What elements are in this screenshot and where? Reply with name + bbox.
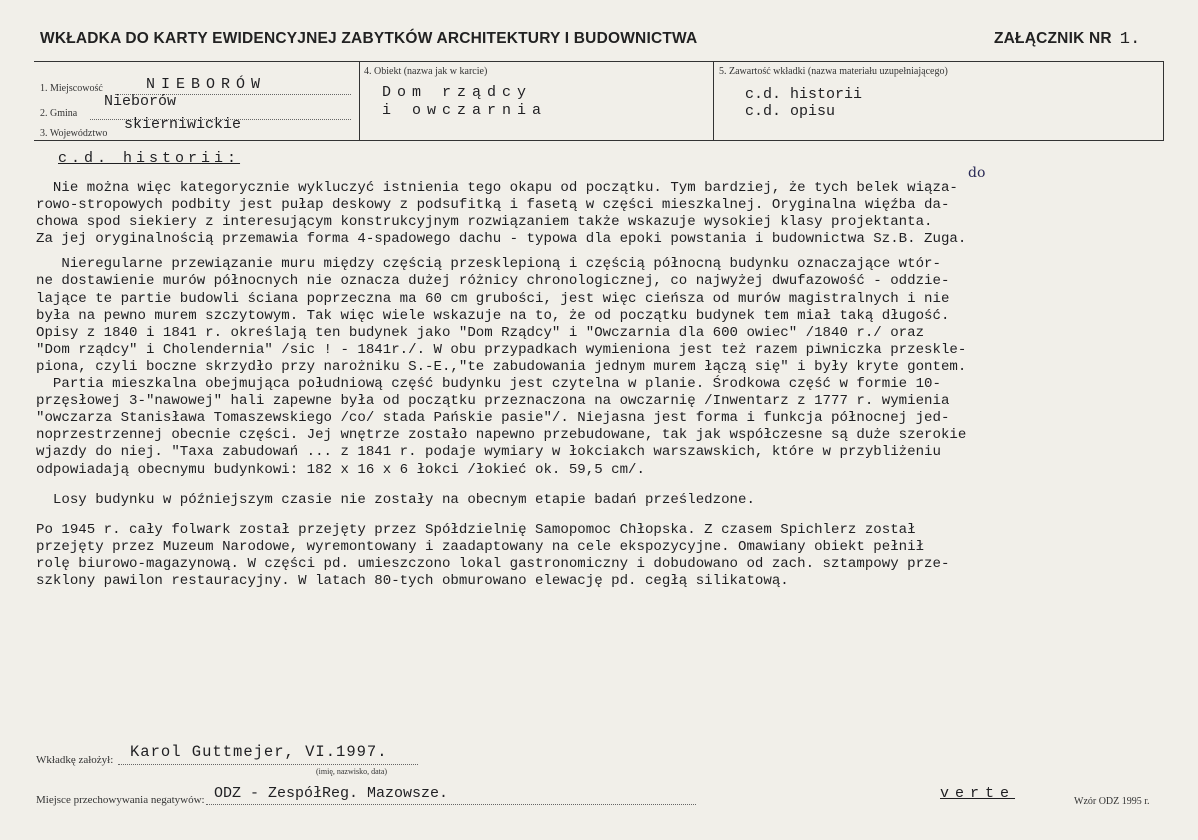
text-line: przejęty przez Muzeum Narodowe, wyremontowany i zaadaptowany na cele ekspozycyjne. Omawiany obiekt pełnił xyxy=(36,538,925,555)
card-title: WKŁADKA DO KARTY EWIDENCYJNEJ ZABYTKÓW ARCHITEKTURY I BUDOWNICTWA xyxy=(40,30,698,47)
obiekt-line-1: Dom rządcy xyxy=(382,84,533,101)
body-text xyxy=(36,180,1171,590)
text-line: noprzestrzennej obecnie części. Jej wnętrze zostało napewno przebudowane, tak jak współczesne są duże szerokie xyxy=(36,427,967,444)
attachment-value: 1. xyxy=(1119,30,1141,49)
zalozyl-dots xyxy=(118,764,418,765)
paragraph-4 xyxy=(36,522,1171,590)
gmina-value: Nieborów xyxy=(104,93,177,110)
bottom-box-rule xyxy=(34,140,1164,141)
text-line: Nieregularne przewiązanie muru między częścią przesklepioną i częścią północną budynku oznaczające wtór- xyxy=(36,256,941,273)
obiekt-line-2: i owczarnia xyxy=(382,102,548,119)
handwritten-insert: do xyxy=(968,165,986,181)
text-line: Opisy z 1840 i 1841 r. określają ten budynek jako "Dom Rządcy" i "Owczarnia dla 600 owiec" /1840 r./ oraz xyxy=(36,324,925,341)
text-line: piona, czyli boczne skrzydło przy narożniku S.-E.,"te zabudowania jednym murem łączą się" i były kryte gontem. xyxy=(36,358,967,375)
text-line: szklony pawilon restauracyjny. W latach 80-tych obmurowano elewację pd. cegłą silikatową. xyxy=(36,572,789,589)
text-line: "Dom rządcy" i Cholendernia" /sic ! - 1841r./. W obu przypadkach wymieniona jest też razem piwniczka przeskle- xyxy=(36,341,967,358)
box-divider-1 xyxy=(359,61,360,140)
top-rule xyxy=(34,61,1164,62)
obiekt-label: 4. Obiekt (nazwa jak w karcie) xyxy=(364,66,488,77)
miejscowosc-value: NIEBORÓW xyxy=(146,76,267,93)
text-line: Losy budynku w późniejszym czasie nie zostały na obecnym etapie badań prześledzone. xyxy=(36,491,755,508)
text-line: odpowiadają obecnymu budynkowi: 182 x 16 x 6 łokci /łokieć ok. 59,5 cm/. xyxy=(36,461,645,478)
text-line: Partia mieszkalna obejmująca południową część budynku jest czytelna w planie. Środkowa część w formie 10- xyxy=(36,376,941,393)
text-line: rolę biurowo-magazynową. W części pd. umieszczono lokal gastronomiczny i dobudowano od zach. sztampowy prze- xyxy=(36,555,950,572)
text-line: była na pewno murem szczytowym. Tak więc wiele wskazuje na to, że od początku budynek tem miał taką długość. xyxy=(36,307,950,324)
verte-label: verte xyxy=(940,785,1016,802)
section-heading: c.d. historii: xyxy=(58,150,241,167)
negatywy-dots xyxy=(206,804,696,805)
text-line: Po 1945 r. cały folwark został przejęty przez Spółdzielnię Samopomoc Chłopska. Z czasem Spichlerz został xyxy=(36,521,916,538)
zawartosc-label: 5. Zawartość wkładki (nazwa materiału uzupełniającego) xyxy=(719,66,948,77)
zalozyl-label: Wkładkę założył: xyxy=(36,754,114,766)
attachment-label: ZAŁĄCZNIK NR xyxy=(994,30,1112,47)
attachment-number xyxy=(994,30,1141,49)
text-line: Za jej oryginalnością przemawia forma 4-spadowego dachu - typowa dla epoki powstania i budownictwa Sz.B. Zuga. xyxy=(36,231,967,248)
box-right-edge xyxy=(1163,61,1164,140)
text-line: przęsłowej 3-"nawowej" hali zapewne była od początku przeznaczona na owczarnię /Inwentarz z 1777 r. wymienia xyxy=(36,393,950,410)
negatywy-label: Miejsce przechowywania negatywów: xyxy=(36,794,205,806)
zawartosc-line-1: c.d. historii xyxy=(745,86,863,103)
text-line: "owczarza Stanisława Tomaszewskiego /co/ stada Pańskie pasie"/. Niejasna jest forma i funkcja północnej jed- xyxy=(36,410,950,427)
text-line: wjazdy do niej. "Taxa zabudowań ... z 1841 r. podaje wymiary w łokciakch warszawskich, które w przybliżeniu xyxy=(36,444,941,461)
text-line: lające te partie budowli ściana poprzeczna ma 60 cm grubości, jest więc cieńsza od murów magistralnych i nie xyxy=(36,290,950,307)
text-line: chowa spod siekiery z interesującym konstrukcyjnym rozwiązaniem także wskazuje wysokiej klasy projektanta. xyxy=(36,214,933,231)
text-line: Nie można więc kategorycznie wykluczyć istnienia tego okapu od początku. Tym bardziej, że tych belek wiąza- xyxy=(36,180,958,196)
zalozyl-sublabel: (imię, nazwisko, data) xyxy=(316,767,388,776)
paragraph-3 xyxy=(36,492,1171,509)
miejscowosc-label: 1. Miejscowość xyxy=(40,83,103,94)
zawartosc-line-2: c.d. opisu xyxy=(745,103,836,120)
zalozyl-value: Karol Guttmejer, VI.1997. xyxy=(130,743,388,761)
box-divider-2 xyxy=(713,61,714,140)
negatywy-value: ODZ - ZespółReg. Mazowsze. xyxy=(214,785,449,802)
text-line: rowo-stropowych podbity jest pułap deskowy z podsufitką i fasetą w części mieszkalnej. Oryginalna więźba da- xyxy=(36,197,950,214)
paragraph-1 xyxy=(36,180,1171,248)
text-line: ne dostawienie murów północnych nie oznacza dużej różnicy chronologicznej, co najwyżej dwufazowość - oddzie- xyxy=(36,273,950,290)
wojewodztwo-value: skierniwickie xyxy=(124,116,242,133)
paragraph-2 xyxy=(36,256,1171,478)
form-version: Wzór ODZ 1995 r. xyxy=(1074,796,1150,807)
wojewodztwo-label: 3. Województwo xyxy=(40,128,108,139)
gmina-label: 2. Gmina xyxy=(40,108,78,119)
